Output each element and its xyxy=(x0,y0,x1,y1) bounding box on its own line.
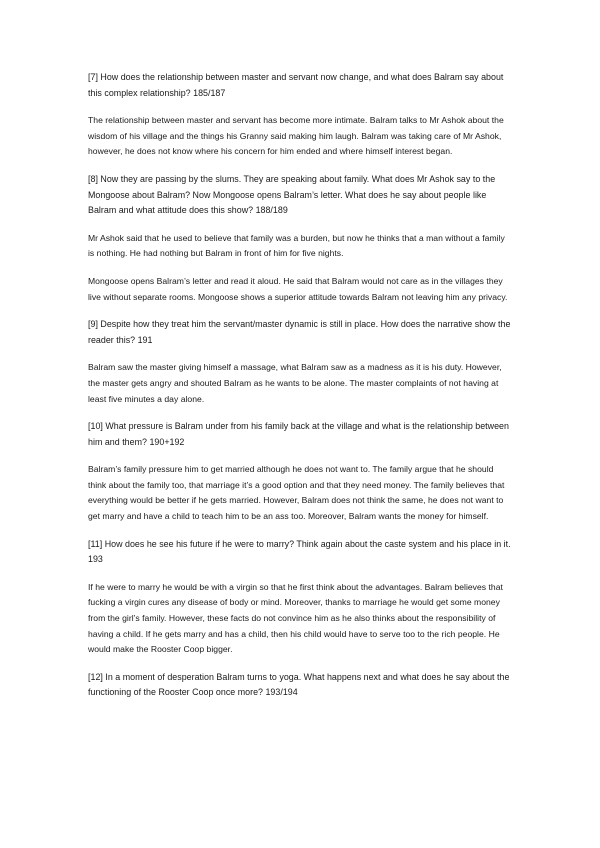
question-7: [7] How does the relationship between master and servant now change, and what does Balram say about this complex relationship? 185/187 xyxy=(88,72,504,98)
question-11: [11] How does he see his future if he were to marry? Think again about the caste system and his place in it. 193 xyxy=(88,538,511,565)
answer-11: If he were to marry he would be with a virgin so that he first think about the advantages. Balram believes that fucking a virgin cures any disease of body or mind. Moreover, thanks to marriage he would get some money from the girl’s family. However, these facts do not convince him as he also thinks about the responsibility of having a child. If he gets marry and has a child, then his child would have to serve too to the rich people. He would make the Rooster Coop bigger. xyxy=(88,581,503,655)
answer-8-part-2: Mongoose opens Balram’s letter and read it aloud. He said that Balram would not care as in the villages they live without separate rooms. Mongoose shows a superior attitude towards Balram not leaving him any privacy. xyxy=(88,275,508,302)
question-8: [8] Now they are passing by the slums. They are speaking about family. What does Mr Ashok say to the Mongoose about Balram? Now Mongoose opens Balram’s letter. What does he say about people like Balram and what attitude does this show? 188/189 xyxy=(88,173,496,216)
question-12: [12] In a moment of desperation Balram turns to yoga. What happens next and what does he say about the functioning of the Rooster Coop once more? 193/194 xyxy=(88,671,510,698)
question-10: [10] What pressure is Balram under from his family back at the village and what is the relationship between him and them? 190+192 xyxy=(88,421,509,447)
answer-9: Balram saw the master giving himself a massage, what Balram saw as a madness as it is his duty. However, the master gets angry and shouted Balram as he wants to be alone. The master complaints of not having at least five minutes a day alone. xyxy=(88,362,502,404)
answer-7: The relationship between master and servant has become more intimate. Balram talks to Mr Ashok about the wisdom of his village and the things his Granny said making him laugh. Balram was taking care of Mr Ashok, however, he does not know where his concern for him ended and where himself interest began. xyxy=(88,115,504,157)
answer-8-part-1: Mr Ashok said that he used to believe that family was a burden, but now he thinks that a man without a family is nothing. He had nothing but Balram in front of him for five nights. xyxy=(88,232,505,259)
question-9: [9] Despite how they treat him the servant/master dynamic is still in place. How does the narrative show the reader this? 191 xyxy=(88,319,511,345)
document-page xyxy=(88,70,512,713)
answer-10: Balram’s family pressure him to get married although he does not want to. The family argue that he should think about the family too, that marriage it’s a good option and that they need money. The family believes that everything would be better if he gets married. However, Balram does not think the same, he does not want to get marry and have a child to teach him to be an ass too. Moreover, Balram wants the money for himself. xyxy=(88,464,505,522)
